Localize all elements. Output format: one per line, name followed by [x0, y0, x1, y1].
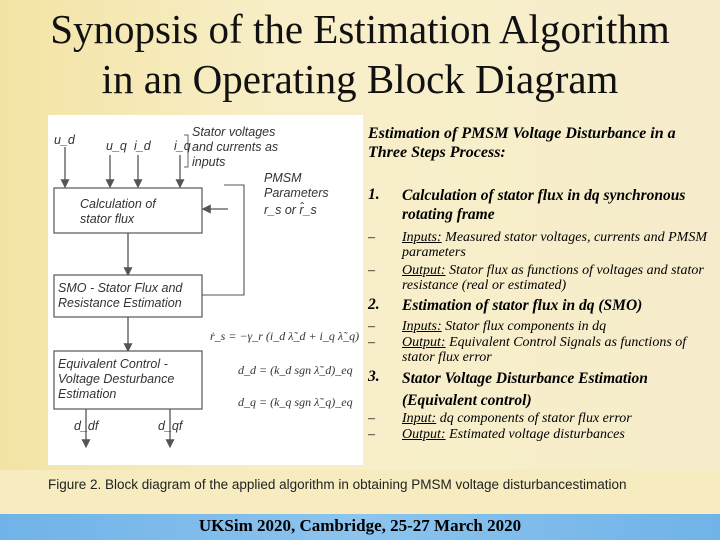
step-2-text: Estimation of stator flux in dq (SMO): [402, 297, 643, 314]
input-label-uq: u_q: [106, 139, 127, 153]
footer-text: UKSim 2020, Cambridge, 25-27 March 2020: [198, 516, 522, 535]
bullet-text: Measured stator voltages, currents and PMSM parameters: [402, 230, 707, 260]
step-2-number: 2.: [368, 296, 380, 313]
figure-caption: Figure 2. Block diagram of the applied algorithm in obtaining PMSM voltage disturbancestimation: [48, 477, 627, 492]
equation-rs: ṙ_s = −γ_r (i_d λ̃_d + i_q λ̃_q): [210, 329, 360, 343]
equation-dq: d_q = (k_q sgn λ̃_q)_eq: [238, 395, 353, 409]
bullet-text: Equivalent Control Signals as functions of stator flux error: [402, 335, 687, 365]
bullet-label: Input:: [402, 411, 437, 426]
bullet-dash: –: [368, 335, 375, 350]
bullet-text: Stator flux as functions of voltages and stator resistance (real or estimated): [402, 263, 704, 293]
box-equivalent-control-label: Equivalent Control - Voltage Desturbance Estimation: [58, 357, 175, 401]
box-smo-label: SMO - Stator Flux and Resistance Estimation: [58, 281, 183, 310]
input-label-ud: u_d: [54, 133, 75, 147]
input-label-iq: i_q: [174, 139, 191, 153]
bullet-text: Estimated voltage disturbances: [445, 427, 625, 442]
bullet-dash: –: [368, 230, 375, 245]
slide-title: [0, 4, 720, 104]
process-panel: [368, 124, 708, 442]
output-label-dqf: d_qf: [158, 419, 183, 433]
input-note: Stator voltages and currents as inputs: [192, 125, 279, 169]
bullet-dash: –: [368, 427, 375, 442]
bullet-dash: –: [368, 411, 375, 426]
step-3-text: Stator Voltage Disturbance Estimation (Equivalent control): [402, 370, 648, 409]
params-note: PMSM Parameters: [264, 171, 329, 200]
params-values: r_s or r̂_s: [264, 203, 317, 217]
feedback-rs: [202, 185, 244, 295]
bullet-label: Output:: [402, 427, 446, 442]
step-3-number: 3.: [368, 368, 380, 385]
bullet-label: Output:: [402, 335, 446, 350]
input-label-id: i_d: [134, 139, 151, 153]
panel-heading: Estimation of PMSM Voltage Disturbance in a Three Steps Process:: [368, 125, 676, 161]
bullet-label: Inputs:: [402, 230, 442, 245]
bullet-dash: –: [368, 263, 375, 278]
bullet-text: Stator flux components in dq: [441, 319, 607, 334]
bullet-dash: –: [368, 319, 375, 334]
title-line-1: Synopsis of the Estimation Algorithm: [50, 6, 670, 52]
step-1-text: Calculation of stator flux in dq synchronous rotating frame: [402, 187, 686, 223]
step-1-number: 1.: [368, 186, 380, 203]
block-diagram: [48, 115, 363, 465]
output-label-ddf: d_df: [74, 419, 99, 433]
title-line-2: in an Operating Block Diagram: [101, 56, 619, 102]
box-stator-flux-label: Calculation of stator flux: [80, 197, 156, 226]
bullet-label: Output:: [402, 263, 446, 278]
bullet-label: Inputs:: [402, 319, 442, 334]
bullet-text: dq components of stator flux error: [436, 411, 632, 426]
equation-dd: d_d = (k_d sgn λ̃_d)_eq: [238, 363, 353, 377]
